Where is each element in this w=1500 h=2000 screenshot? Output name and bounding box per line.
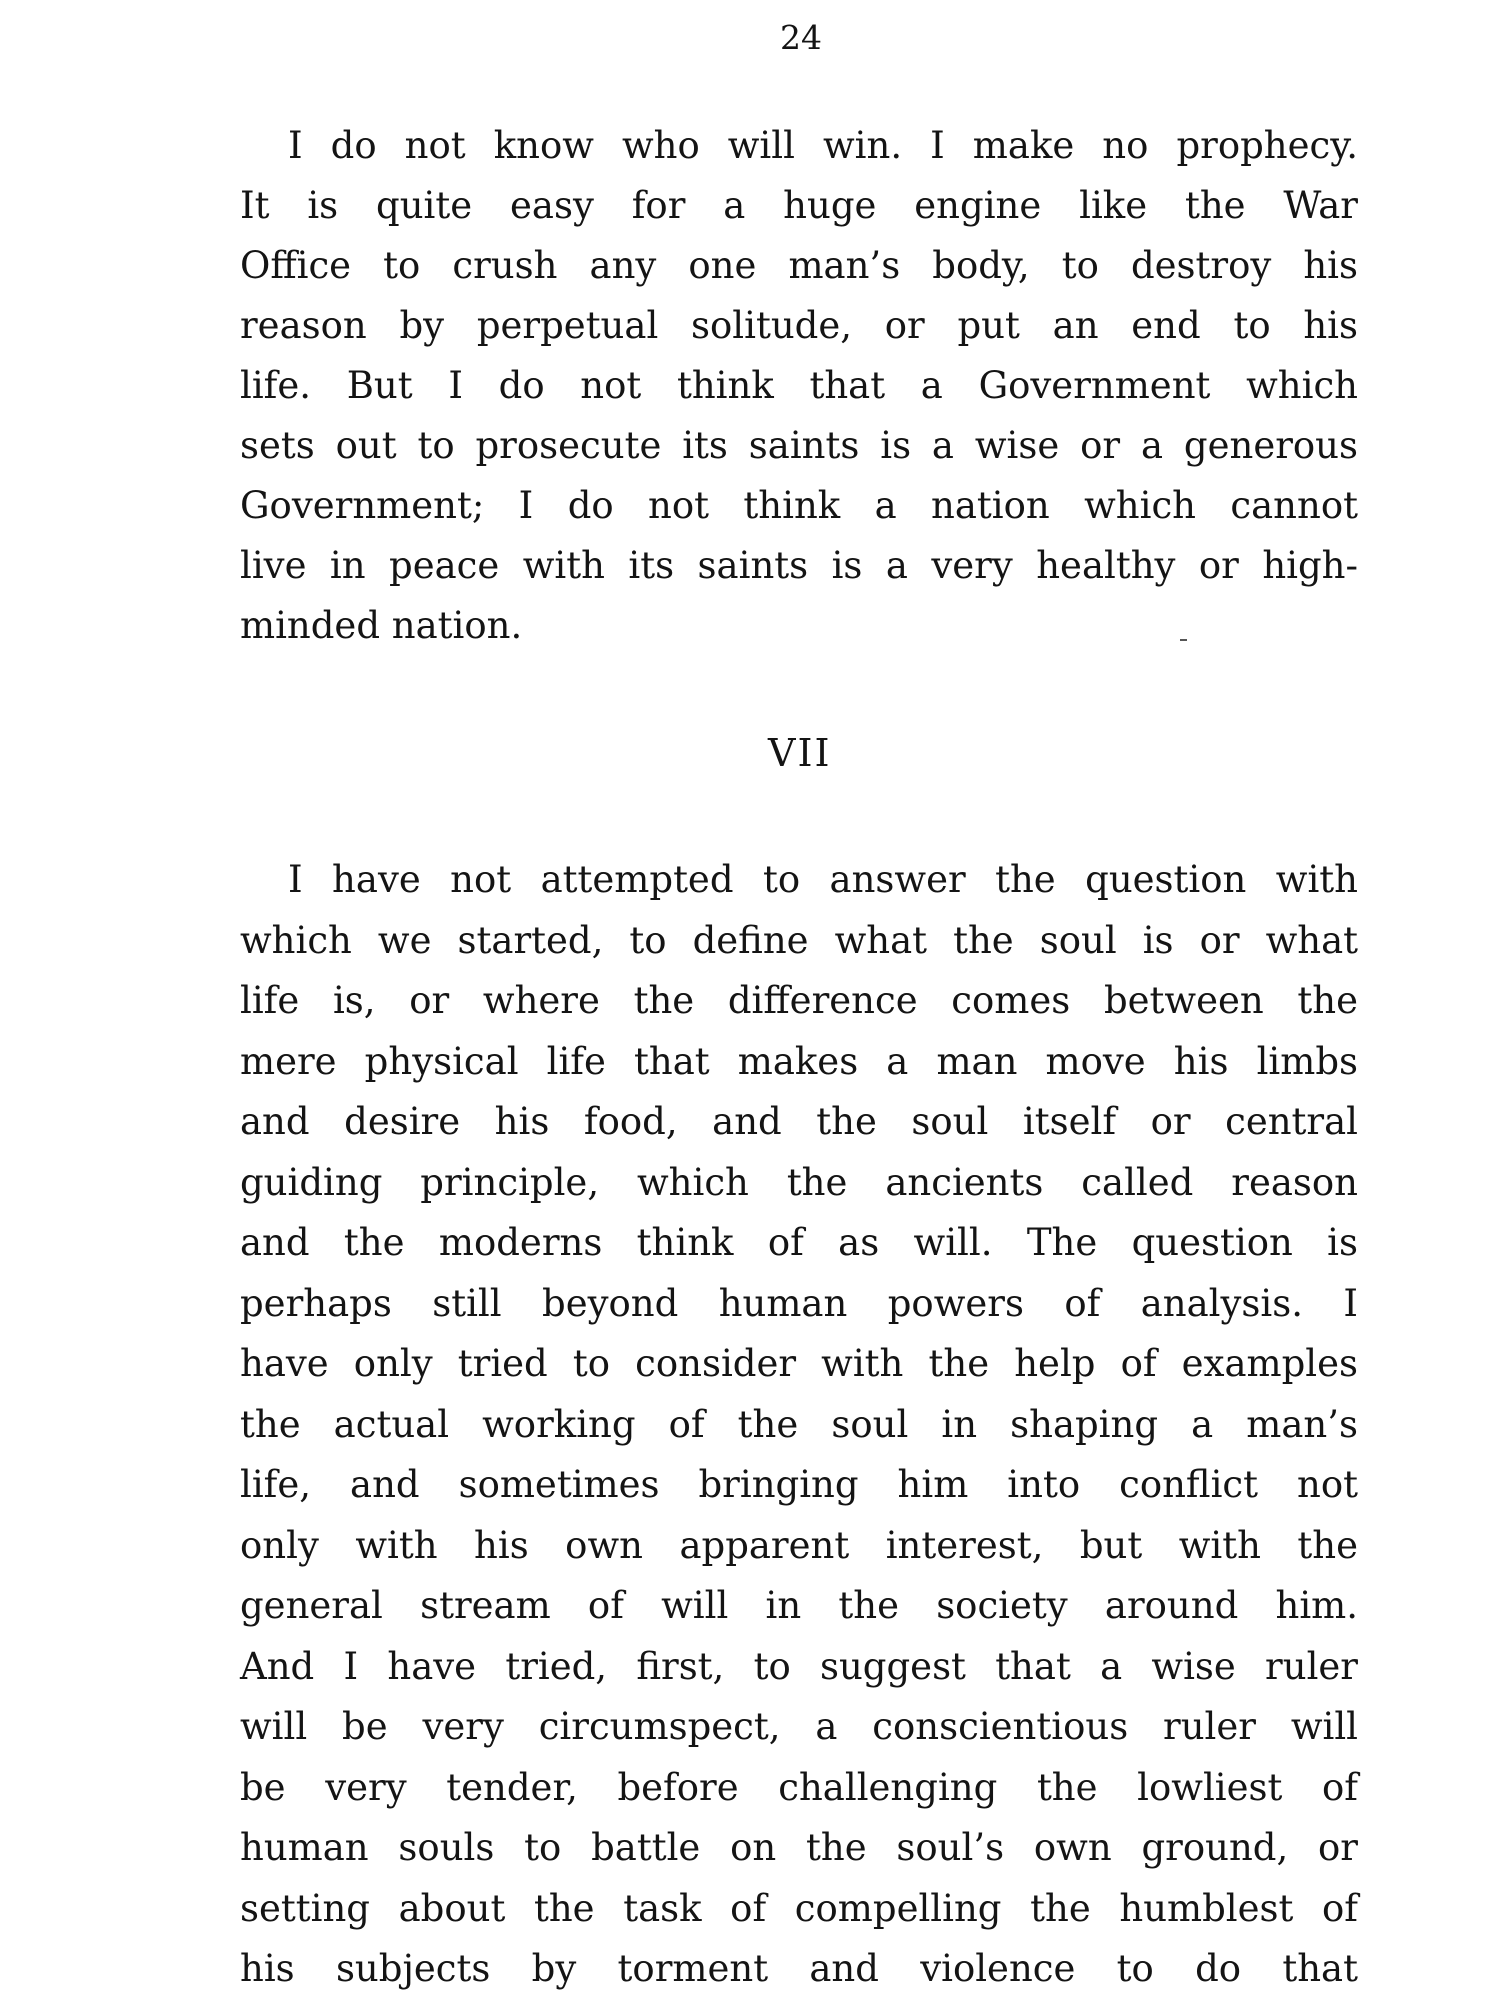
text-line: mere physical life that makes a man move his limbs [240, 1039, 1358, 1083]
text-line: which we started, to define what the soul is or what [240, 918, 1358, 962]
paragraph-soul-question [240, 850, 1358, 2000]
text-line: minded nation. [240, 604, 523, 647]
text-line: general stream of will in the society around him. [240, 1584, 1358, 1627]
text-line: will be very circumspect, a conscientious ruler will [240, 1705, 1358, 1748]
text-line: It is quite easy for a huge engine like the War [240, 184, 1358, 227]
print-speck [1180, 639, 1187, 641]
text-line: guiding principle, which the ancients called reason [240, 1160, 1358, 1204]
page-number: 24 [780, 18, 822, 57]
text-line: life. But I do not think that a Government which [240, 364, 1358, 407]
text-line: Office to crush any one man’s body, to destroy his [240, 244, 1358, 287]
text-line: Government; I do not think a nation which cannot [240, 484, 1358, 527]
text-line: human souls to battle on the soul’s own ground, or [240, 1826, 1358, 1869]
text-line: setting about the task of compelling the humblest of [240, 1886, 1358, 1930]
text-line: and the moderns think of as will. The question is [240, 1221, 1358, 1264]
text-line: be very tender, before challenging the lowliest of [240, 1765, 1358, 1809]
text-line: reason by perpetual solitude, or put an end to his [240, 304, 1358, 347]
text-line: and desire his food, and the soul itself or central [240, 1100, 1358, 1143]
text-line: live in peace with its saints is a very healthy or high- [240, 544, 1358, 587]
text-line: perhaps still beyond human powers of analysis. I [240, 1281, 1358, 1325]
text-line: I do not know who will win. I make no prophecy. [288, 124, 1358, 167]
text-line: have only tried to consider with the help of examples [240, 1342, 1358, 1385]
text-line: life is, or where the difference comes between the [240, 979, 1358, 1022]
text-line: his subjects by torment and violence to do that [240, 1947, 1358, 1990]
text-line: the actual working of the soul in shaping a man’s [240, 1402, 1358, 1446]
paragraph-war-office [240, 116, 1358, 656]
text-line: I have not attempted to answer the question with [288, 858, 1358, 901]
text-line: sets out to prosecute its saints is a wise or a generous [240, 424, 1358, 467]
section-heading: VII [768, 731, 832, 775]
text-line: life, and sometimes bringing him into conflict not [240, 1463, 1358, 1506]
text-line: And I have tried, first, to suggest that a wise ruler [240, 1644, 1358, 1688]
text-line: only with his own apparent interest, but with the [240, 1523, 1358, 1567]
